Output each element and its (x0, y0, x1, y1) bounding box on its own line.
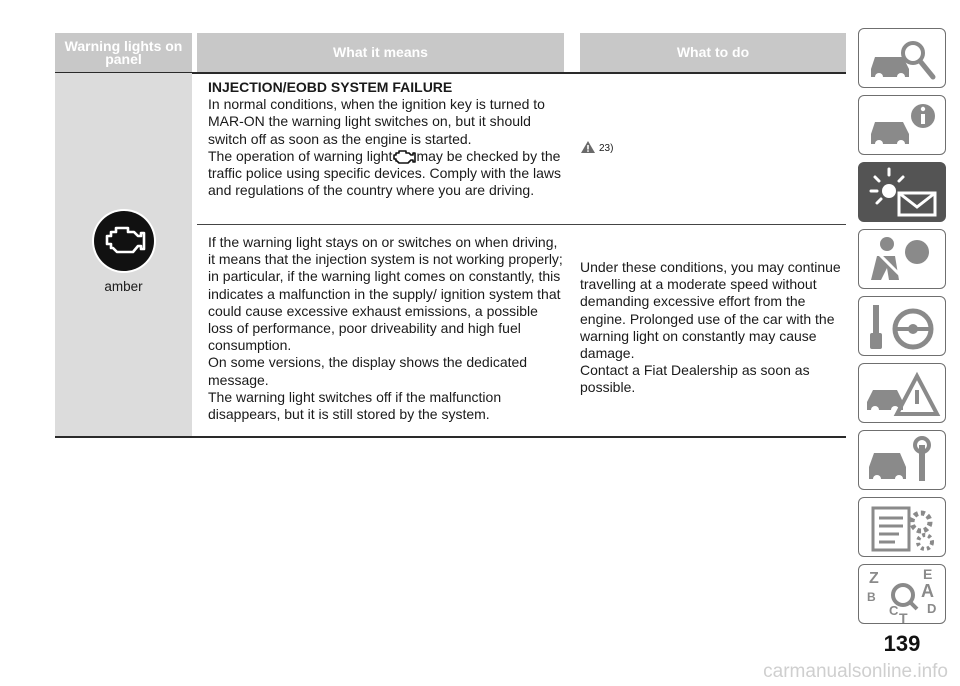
watermark: carmanualsonline.info (763, 661, 948, 682)
row2-paragraph3: The warning light switches off if the malfunction disappears, but it is still stored by the system. (208, 388, 502, 423)
side-tab-emergency[interactable] (858, 363, 946, 423)
row2-what-to-do (580, 259, 848, 397)
side-tab-technical-specs[interactable] (858, 497, 946, 557)
row1-note (580, 140, 613, 154)
note-reference: 23) (599, 143, 614, 154)
what-to-do-paragraph2: Contact a Fiat Dealership as soon as possible. (580, 362, 810, 396)
specs-list-gear-icon (859, 498, 947, 558)
key-steering-wheel-icon (859, 297, 947, 357)
side-tab-index[interactable] (858, 564, 946, 624)
car-wrench-icon (859, 431, 947, 491)
row2-description (208, 234, 564, 423)
row1-title: INJECTION/EOBD SYSTEM FAILURE (208, 79, 453, 95)
row1-description (208, 79, 564, 199)
index-letter: Z (869, 570, 879, 587)
car-info-icon (859, 96, 947, 156)
row1-line2a: The operation of warning light (208, 147, 393, 164)
light-color-label: amber (104, 279, 143, 294)
seatbelt-airbag-icon (859, 230, 947, 290)
engine-warning-light-icon (91, 208, 157, 274)
header-what-it-means: What it means (197, 33, 564, 72)
header-warning-lights: Warning lights on panel (55, 33, 192, 72)
row1-line1: In normal conditions, when the ignition key is turned to MAR-ON the warning light switches on, but it should switch off as soon as the engine is started. (208, 96, 545, 147)
index-letter: T (899, 610, 908, 625)
engine-inline-icon (392, 148, 416, 164)
table-bottom-rule (55, 436, 846, 438)
page-number: 139 (883, 631, 921, 656)
index-letter: A (921, 581, 934, 601)
side-tab-car-info[interactable] (858, 95, 946, 155)
warning-light-message-icon (859, 163, 947, 223)
index-letter: D (927, 601, 937, 616)
index-letter: C (889, 603, 899, 618)
side-tab-key-steering[interactable] (858, 296, 946, 356)
car-magnifier-icon (859, 29, 947, 89)
warning-triangle-icon (580, 140, 596, 154)
what-to-do-paragraph1: Under these conditions, you may continue travelling at a moderate speed without demanding excessive effort from the engine. Prolonged use of the car with the warning light on constantly may cause damage. (580, 259, 841, 362)
header-what-to-do: What to do (580, 33, 846, 72)
row2-paragraph2: On some versions, the display shows the dedicated message. (208, 354, 528, 388)
side-tab-warning-lights[interactable] (858, 162, 946, 222)
side-tab-safety[interactable] (858, 229, 946, 289)
side-tab-maintenance[interactable] (858, 430, 946, 490)
row2-paragraph1: If the warning light stays on or switches on when driving, it means that the injection system is not working properly; in particular, if the warning light comes on constantly, this indicates a malfunction in the supply/ ignition system that could cause excessive exhaust emissions, a possible loss of performance, poor driveability and high fuel consumption. (208, 234, 563, 354)
side-tab-car-magnifier[interactable] (858, 28, 946, 88)
row-divider (197, 224, 846, 225)
car-warning-triangle-icon (859, 364, 947, 424)
row1-line2b: may be checked by the traffic police using specific devices. Comply with the laws and regulations of the country where you are driving. (208, 147, 562, 199)
alphabetical-index-icon (859, 565, 947, 625)
index-letter: E (923, 566, 933, 582)
index-letter: B (867, 590, 876, 604)
